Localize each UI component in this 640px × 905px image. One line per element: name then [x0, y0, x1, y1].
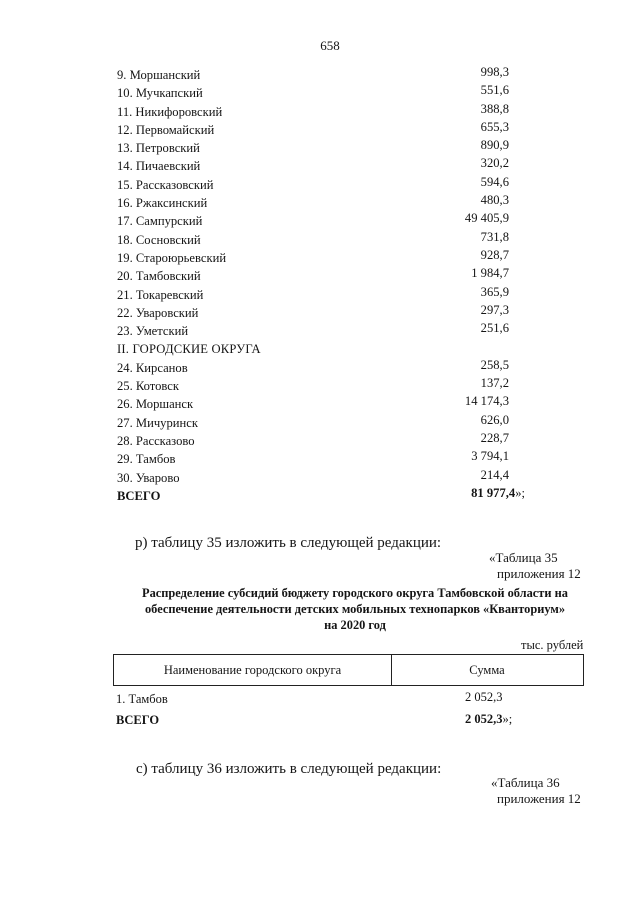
list-item [117, 265, 547, 283]
list-item [117, 174, 547, 192]
district-value: 655,3 [480, 119, 509, 134]
list-item [117, 247, 547, 265]
total-row [117, 485, 547, 503]
district-name: 20. Тамбовский [117, 269, 201, 284]
district-name: 24. Кирсанов [117, 360, 188, 375]
list-item [117, 229, 547, 247]
district-name: 26. Моршанск [117, 397, 194, 412]
section-heading-row [117, 338, 547, 356]
title-line-2: обеспечение деятельности детских мобильных технопарков «Кванториум» [144, 602, 566, 616]
district-value: 998,3 [480, 65, 509, 79]
distribution-list [117, 64, 547, 503]
district-value: 228,7 [480, 430, 509, 445]
district-name: 28. Рассказово [117, 433, 195, 448]
district-value: 551,6 [480, 83, 509, 98]
header-district-name: Наименование городского округа [114, 655, 392, 685]
district-name: 19. Староюрьевский [117, 250, 227, 265]
district-name: 30. Уварово [117, 470, 180, 485]
district-value: 731,8 [480, 229, 509, 244]
total-label: ВСЕГО [117, 488, 161, 503]
district-value: 890,9 [480, 138, 509, 153]
district-name: 16. Ржаксинский [117, 196, 208, 211]
table-35-row-name: 1. Тамбов [116, 692, 168, 706]
list-item [117, 210, 547, 228]
list-item [117, 137, 547, 155]
district-value: 320,2 [480, 156, 509, 171]
list-item [117, 64, 547, 82]
list-item [117, 155, 547, 173]
district-name: 22. Уваровский [117, 305, 199, 320]
district-value: 388,8 [480, 101, 509, 116]
list-item [117, 119, 547, 137]
district-value: 1 984,7 [471, 266, 509, 281]
district-name: 21. Токаревский [117, 287, 204, 302]
district-name: 9. Моршанский [117, 68, 201, 82]
district-name: 13. Петровский [117, 141, 200, 156]
district-name: 18. Сосновский [117, 232, 201, 247]
list-item [117, 412, 547, 430]
district-value: 214,4 [480, 467, 509, 482]
district-name: 23. Уметский [117, 324, 189, 339]
table-36-caption-line2: приложения 12 [497, 791, 581, 806]
list-item [117, 430, 547, 448]
instruction-table-36: с) таблицу 36 изложить в следующей редакции: [136, 761, 442, 777]
list-item [117, 467, 547, 485]
list-item [117, 448, 547, 466]
title-line-1: Распределение субсидий бюджету городского округа Тамбовской области на [142, 586, 568, 600]
district-value: 137,2 [480, 376, 509, 391]
title-line-3: на 2020 год [324, 618, 386, 632]
table-36-caption-line1: «Таблица 36 [491, 775, 560, 790]
district-value: 258,5 [480, 357, 509, 372]
table-35-title [118, 585, 592, 633]
district-value: 3 794,1 [471, 449, 509, 464]
district-name: 27. Мичуринск [117, 415, 198, 430]
district-name: 29. Тамбов [117, 452, 176, 467]
page-number: 658 [320, 38, 340, 53]
list-item [117, 284, 547, 302]
list-item [117, 357, 547, 375]
district-value: 594,6 [480, 174, 509, 189]
table-35-row-value: 2 052,3 [465, 690, 503, 704]
list-item [117, 302, 547, 320]
table-35-caption-line1: «Таблица 35 [489, 550, 558, 565]
district-name: 12. Первомайский [117, 122, 215, 137]
district-name: 10. Мучкапский [117, 86, 203, 101]
district-value: 49 405,9 [464, 211, 509, 226]
table-35-header [113, 654, 584, 686]
district-name: 17. Сампурский [117, 214, 203, 229]
district-name: 15. Рассказовский [117, 177, 214, 192]
district-value: 928,7 [480, 247, 509, 262]
list-item [117, 393, 547, 411]
district-value: 480,3 [480, 193, 509, 208]
district-value: 297,3 [480, 302, 509, 317]
total-value: 81 977,4»; [471, 485, 525, 500]
table-35-caption-line2: приложения 12 [497, 566, 581, 581]
instruction-table-35: р) таблицу 35 изложить в следующей редакции: [135, 535, 442, 551]
header-sum: Сумма [469, 663, 505, 677]
list-item [117, 82, 547, 100]
table-35-total-label: ВСЕГО [116, 713, 160, 727]
list-item [117, 192, 547, 210]
table-35-total-value: 2 052,3»; [465, 712, 513, 726]
list-item [117, 101, 547, 119]
district-value: 365,9 [480, 284, 509, 299]
unit-label: тыс. рублей [521, 638, 584, 652]
district-value: 626,0 [480, 412, 509, 427]
list-item [117, 320, 547, 338]
district-value: 14 174,3 [464, 394, 509, 409]
list-item [117, 375, 547, 393]
district-name: 25. Котовск [117, 379, 180, 394]
district-name: 14. Пичаевский [117, 159, 201, 174]
district-name: II. ГОРОДСКИЕ ОКРУГА [117, 342, 261, 357]
district-name: 11. Никифоровский [117, 104, 223, 119]
district-value: 251,6 [480, 321, 509, 336]
